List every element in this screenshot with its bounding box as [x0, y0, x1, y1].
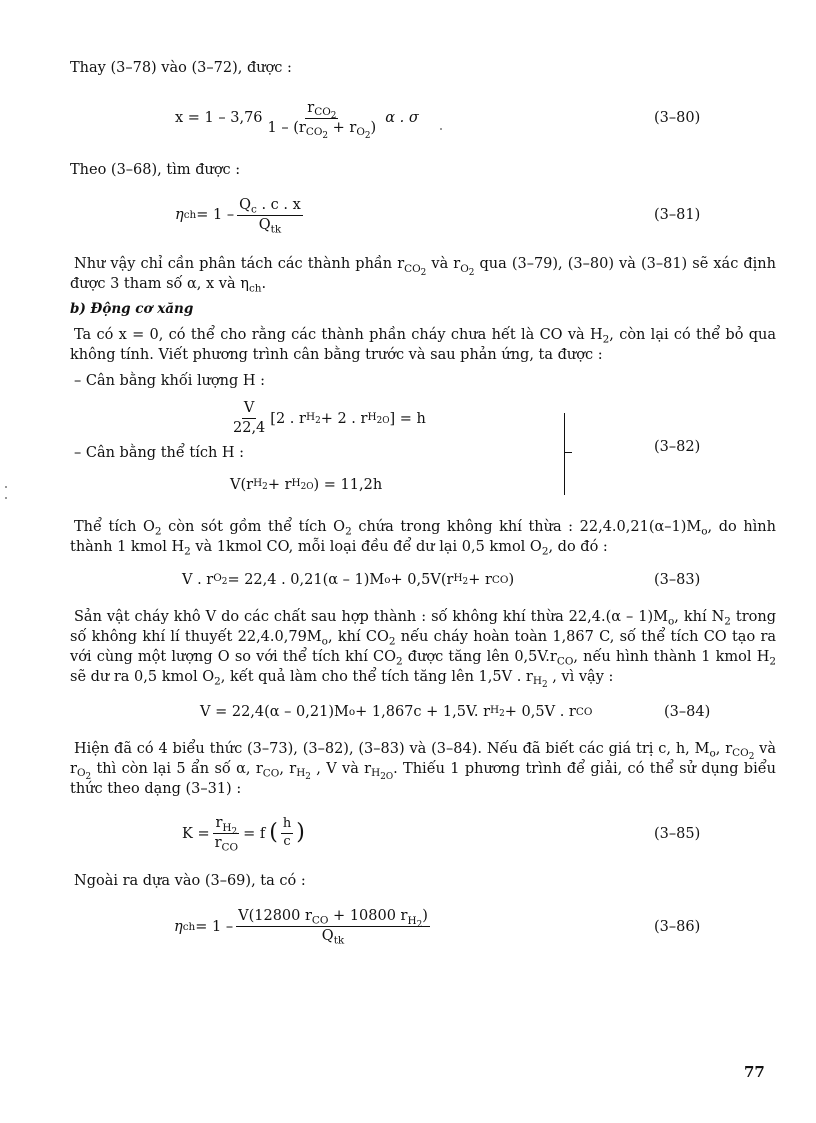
eq82-mass: $\frac{V}{22,4}$ [2 . r $H_2$ + 2 . r $H_{2O}$ ] = h: [233, 400, 426, 437]
scan-speck: [440, 128, 442, 130]
line-theo: Theo (3–68), tìm được :: [70, 162, 241, 178]
line-thay: Thay (3–78) vào (3–72), được :: [70, 60, 292, 76]
eq85-h-over-c: $\frac{h}{c}$: [282, 816, 292, 850]
paragraph-ta-co: Ta có x = 0, có thể cho rằng các thành phần cháy chưa hết là CO và $H_2$, còn lại có thể bỏ qua không tính. Viết phương trình cân bằng trước và sau phản ứng, ta được :: [70, 326, 777, 363]
eq85-number: (3–85): [654, 825, 701, 842]
equation-3-81: η ch = 1 – $\frac{Q_c . c . x}{Q_{tk}}$ (3–81): [175, 196, 701, 236]
equation-3-83: V . r $O_2$ = 22,4 . 0,21(α – 1)M o + 0,5V(r $H_2$ + r CO ) (3–83): [182, 571, 701, 588]
eq80-lhs: x = 1 – 3,76: [175, 110, 263, 126]
scan-speck: [5, 497, 7, 499]
page-number: 77: [744, 1063, 765, 1081]
line-can-bang-khoi-luong: – Cân bằng khối lượng H :: [74, 372, 266, 389]
eq83-number: (3–83): [654, 571, 701, 588]
line-can-bang-the-tich: – Cân bằng thể tích H :: [74, 444, 245, 461]
eq85-fraction: $\frac{r_{H_2}}{r_{CO}}$: [214, 815, 239, 854]
eq84-number: (3–84): [664, 703, 711, 720]
equation-3-82: [70, 397, 776, 509]
eq81-number: (3–81): [654, 207, 701, 223]
line-ngoai-ra: Ngoài ra dựa vào (3–69), ta có :: [74, 872, 306, 889]
eq82-number: (3–82): [654, 438, 701, 455]
eq81-fraction: $\frac{Q_c . c . x}{Q_{tk}}$: [239, 196, 301, 236]
eq82-volume: V(r $H_2$ + r $H_{2O}$ ) = 11,2h: [230, 476, 383, 493]
equation-3-80: [175, 92, 776, 144]
paragraph-the-tich: Thể tích $O_2$ còn sót gồm thể tích $O_2$ chứa trong không khí thừa : $22,4.0,21(\alpha-1)M_o$, do hình thành 1 kmol $H_2$ và 1kmol CO, mỗi loại đều để dư lại 0,5 kmol $O_2$, do đó :: [70, 518, 776, 558]
eq86-number: (3–86): [654, 918, 701, 935]
paragraph-san-vat: Sản vật cháy khô V do các chất sau hợp thành : số không khí thừa $22,4.(\alpha - 1)M_o$, khí $N_2$ trong số không khí lí thuyết $22,4.0,79M_o$, khí $CO_2$ nếu cháy hoàn toàn 1,867 C, số thể tích CO tạo ra với cùng một lượng O so với thể tích khí $CO_2$ được tăng lên $0,5V.r_{CO}$, nếu hình thành 1 kmol $H_2$ sẽ dư ra 0,5 kmol $O_2$, kết quả làm cho thể tích tăng lên 1,5V . $r_{H_2}$ , vì vậy :: [70, 608, 777, 691]
eq86-fraction: $\frac{V(12800 r_{CO} + 10800 r_{H_2})}{Q_{tk}}$: [238, 908, 428, 947]
equation-3-84: V = 22,4(α – 0,21)M o + 1,867c + 1,5V. r $H_2$ + 0,5V . r CO (3–84): [200, 703, 711, 720]
scan-speck: [5, 486, 7, 488]
paragraph-hien-da: Hiện đã có 4 biểu thức (3–73), (3–82), (3–83) và (3–84). Nếu đã biết các giá trị c, h, $M_o$, $r_{CO_2}$ và $r_{O_2}$ thì còn lại 5 ẩn số α, $r_{CO}$, $r_{H_2}$ , V và $r_{H_{2O}}$. Thiếu 1 phương trình để giải, có thể sử dụng biểu thức theo dạng (3–31) :: [70, 740, 777, 797]
eq80-tail: α . σ: [385, 110, 419, 126]
equation-3-85: K = $\frac{r_{H_2}}{r_{CO}}$ = f ( $\frac{h}{c}$ ) (3–85): [182, 815, 701, 854]
heading-dong-co-xang: b) Động cơ xăng: [70, 301, 194, 317]
equation-3-86: η ch = 1 – $\frac{V(12800 r_{CO} + 10800 r_{H_2})}{Q_{tk}}$ (3–86): [174, 908, 701, 947]
paragraph-nhu-vay: Như vậy chỉ cần phân tách các thành phần $r_{CO_2}$ và $r_{O_2}$ qua (3–79), (3–80) và (3–81) sẽ xác định được 3 tham số α, x và $\eta_{ch}$.: [70, 256, 776, 295]
page-body: [70, 58, 776, 953]
eq80-number: (3–80): [654, 110, 701, 126]
eq80-fraction: $\frac{r_{CO_2}}{1 - (r_{CO_2} + r_{O_2})}$: [267, 99, 377, 142]
